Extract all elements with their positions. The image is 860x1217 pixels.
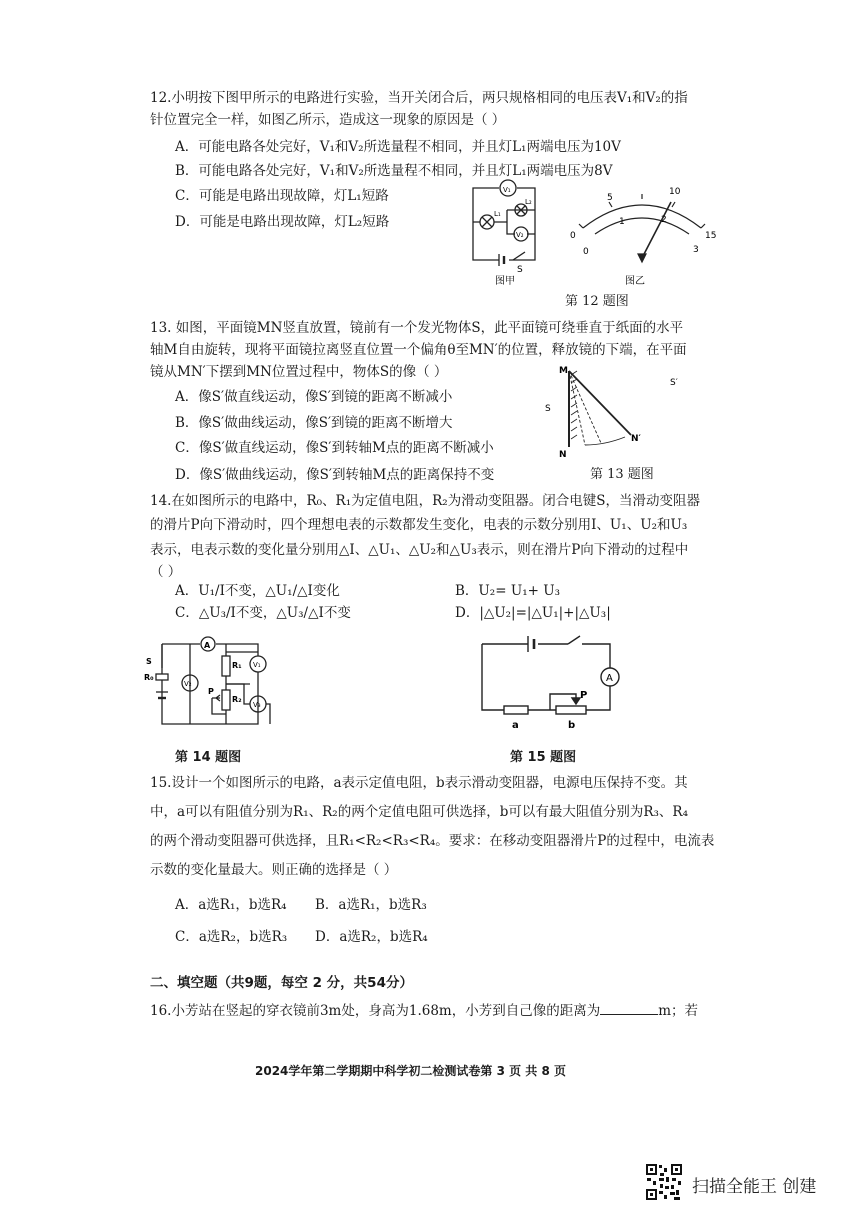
q12-tick-1: 1: [619, 217, 625, 227]
q14-r1: [222, 656, 230, 676]
q12-option-c: C．可能是电路出现故障，灯L₁短路: [175, 188, 389, 204]
q16-stem-pre: 16.小芳站在竖起的穿衣镜前3m处，身高为1.68m，小芳到自己像的距离为: [150, 1003, 601, 1019]
q15-rheostat-b: [556, 706, 586, 714]
q12-l1-label: L₁: [494, 210, 501, 218]
q13-label-s2: S′: [670, 378, 678, 388]
q12-tick-5: 5: [607, 193, 613, 203]
q12-stem-line2: 针位置完全一样，如图乙所示，造成这一现象的原因是（ ）: [150, 112, 506, 128]
q15-stem-line3: 的两个滑动变阻器可供选择，且R₁<R₂<R₃<R₄。要求：在移动变阻器滑片P的过程中，电流表: [150, 833, 715, 849]
q14-label-s: S: [146, 657, 152, 666]
page-footer: 2024学年第二学期期中科学初二检测试卷第 3 页 共 8 页: [255, 1064, 566, 1078]
q15-option-a: A．a选R₁，b选R₄: [175, 897, 287, 913]
q14-label-v3: V₃: [253, 701, 261, 709]
q14-label-v1: V₁: [253, 661, 261, 669]
q12-switch-label: S: [517, 265, 523, 275]
q13-stem-line1: 13. 如图，平面镜MN竖直放置，镜前有一个发光物体S，此平面镜可绕垂直于纸面的水平: [150, 320, 684, 336]
qr-code-icon: [645, 1163, 683, 1201]
q12-meter-needle: [642, 202, 671, 258]
q14-caption: 第 14 题图: [175, 750, 242, 765]
q14-r0: [156, 674, 168, 680]
scanner-watermark-text: 扫描全能王 创建: [692, 1177, 817, 1197]
q12-figure: [455, 172, 725, 290]
q14-label-v2: V₂: [184, 680, 192, 688]
q14-label-r0: R₀: [144, 673, 154, 682]
q13-stem-line3: 镜从MN′下摆到MN位置过程中，物体S的像（ ）: [150, 364, 448, 380]
q15-option-d: D．a选R₂，b选R₄: [315, 929, 428, 945]
q15-label-b: b: [568, 720, 576, 731]
q14-option-c: C．△U₃/I不变，△U₃/△I不变: [175, 605, 351, 621]
q16-answer-blank[interactable]: [600, 1000, 658, 1015]
q14-label-r1: R₁: [232, 661, 242, 670]
q12-meter-yi: [579, 194, 705, 262]
q12-tick-15: 15: [705, 231, 717, 241]
q16-stem-post: m；若: [658, 1003, 699, 1019]
q13-option-a: A．像S′做直线运动，像S′到镜的距离不断减小: [175, 389, 453, 405]
q13-label-m: M: [559, 366, 568, 376]
q15-caption: 第 15 题图: [510, 750, 577, 765]
q14-stem-line1: 14.在如图所示的电路中，R₀、R₁为定值电阻，R₂为滑动变阻器。闭合电键S，当滑动变阻器: [150, 493, 700, 509]
q15-option-b: B．a选R₁，b选R₃: [315, 897, 427, 913]
q12-fig-yi-label: 图乙: [625, 276, 645, 287]
q15-stem-line4: 示数的变化量最大。则正确的选择是（ ）: [150, 862, 398, 878]
q13-stem-line2: 轴M自由旋转，现将平面镜拉离竖直位置一个偏角θ至MN′的位置，释放镜的下端，在平面: [150, 342, 687, 358]
q15-resistor-a: [504, 706, 528, 714]
q15-label-a: a: [512, 720, 519, 731]
q15-switch: [568, 636, 580, 644]
q14-stem-line3: 表示，电表示数的变化量分别用△I、△U₁、△U₂和△U₃表示，则在滑片P向下滑动的过程中: [150, 542, 689, 558]
q15-option-c: C．a选R₂，b选R₃: [175, 929, 288, 945]
q13-figure: [545, 365, 695, 465]
q14-stem-line2: 的滑片P向下滑动时，四个理想电表的示数都发生变化，电表的示数分别用I、U₁、U₂和U₃: [150, 517, 688, 533]
q12-option-d: D．可能是电路出现故障，灯L₂短路: [175, 214, 390, 230]
q15-label-p: P: [580, 690, 588, 701]
q12-l2-label: L₂: [525, 198, 532, 206]
q14-label-r2: R₂: [232, 695, 242, 704]
q12-tick-2: 2: [661, 215, 667, 225]
q13-option-d: D．像S′做曲线运动，像S′到转轴M点的距离保持不变: [175, 467, 495, 483]
q13-caption: 第 13 题图: [590, 467, 654, 482]
q13-label-n: N: [559, 450, 567, 460]
q14-option-a: A．U₁/I不变，△U₁/△I变化: [175, 583, 340, 599]
q12-v2-label: V₂: [516, 231, 524, 239]
q14-option-d: D．|△U₂|=|△U₁|+|△U₃|: [455, 605, 611, 621]
q14-r2: [222, 690, 230, 710]
q14-label-a: A: [204, 641, 211, 650]
q14-label-p: P: [208, 687, 214, 696]
q13-option-c: C．像S′做直线运动，像S′到转轴M点的距离不断减小: [175, 440, 494, 456]
q15-figure: [470, 632, 620, 732]
q13-mirror-mn2: [569, 371, 631, 435]
q12-v1-label: V₁: [503, 186, 511, 194]
q13-option-b: B．像S′做曲线运动，像S′到镜的距离不断增大: [175, 415, 453, 431]
q15-stem-line2: 中，a可以有阻值分别为R₁、R₂的两个定值电阻可供选择，b可以有最大阻值分别为R₃、R₄: [150, 804, 688, 820]
q12-tick-10: 10: [669, 187, 681, 197]
q12-tick-0a: 0: [570, 231, 576, 241]
q12-option-b: B．可能电路各处完好，V₁和V₂所选量程不相同，并且灯L₁两端电压为8V: [175, 163, 613, 179]
q12-caption: 第 12 题图: [565, 294, 629, 309]
q12-stem-line1: 12.小明按下图甲所示的电路进行实验，当开关闭合后，两只规格相同的电压表V₁和V₂的指: [150, 90, 688, 106]
q12-fig-jia-label: 图甲: [495, 276, 515, 287]
q12-tick-3: 3: [693, 245, 699, 255]
q13-label-n2: N′: [631, 434, 641, 444]
q15-stem-line1: 15.设计一个如图所示的电路，a表示定值电阻，b表示滑动变阻器，电源电压保持不变。其: [150, 775, 688, 791]
section2-title: 二、填空题（共9题，每空 2 分，共54分）: [150, 975, 413, 991]
q14-stem-line4: （ ）: [150, 564, 182, 580]
q13-label-s: S: [545, 404, 551, 414]
q15-label-meter: A: [606, 673, 613, 684]
q14-option-b: B．U₂= U₁+ U₃: [455, 583, 560, 599]
q14-figure: [140, 628, 280, 728]
q12-option-a: A．可能电路各处完好，V₁和V₂所选量程不相同，并且灯L₁两端电压为10V: [175, 139, 621, 155]
q16-stem: [150, 1000, 698, 1021]
q12-tick-0b: 0: [583, 247, 589, 257]
